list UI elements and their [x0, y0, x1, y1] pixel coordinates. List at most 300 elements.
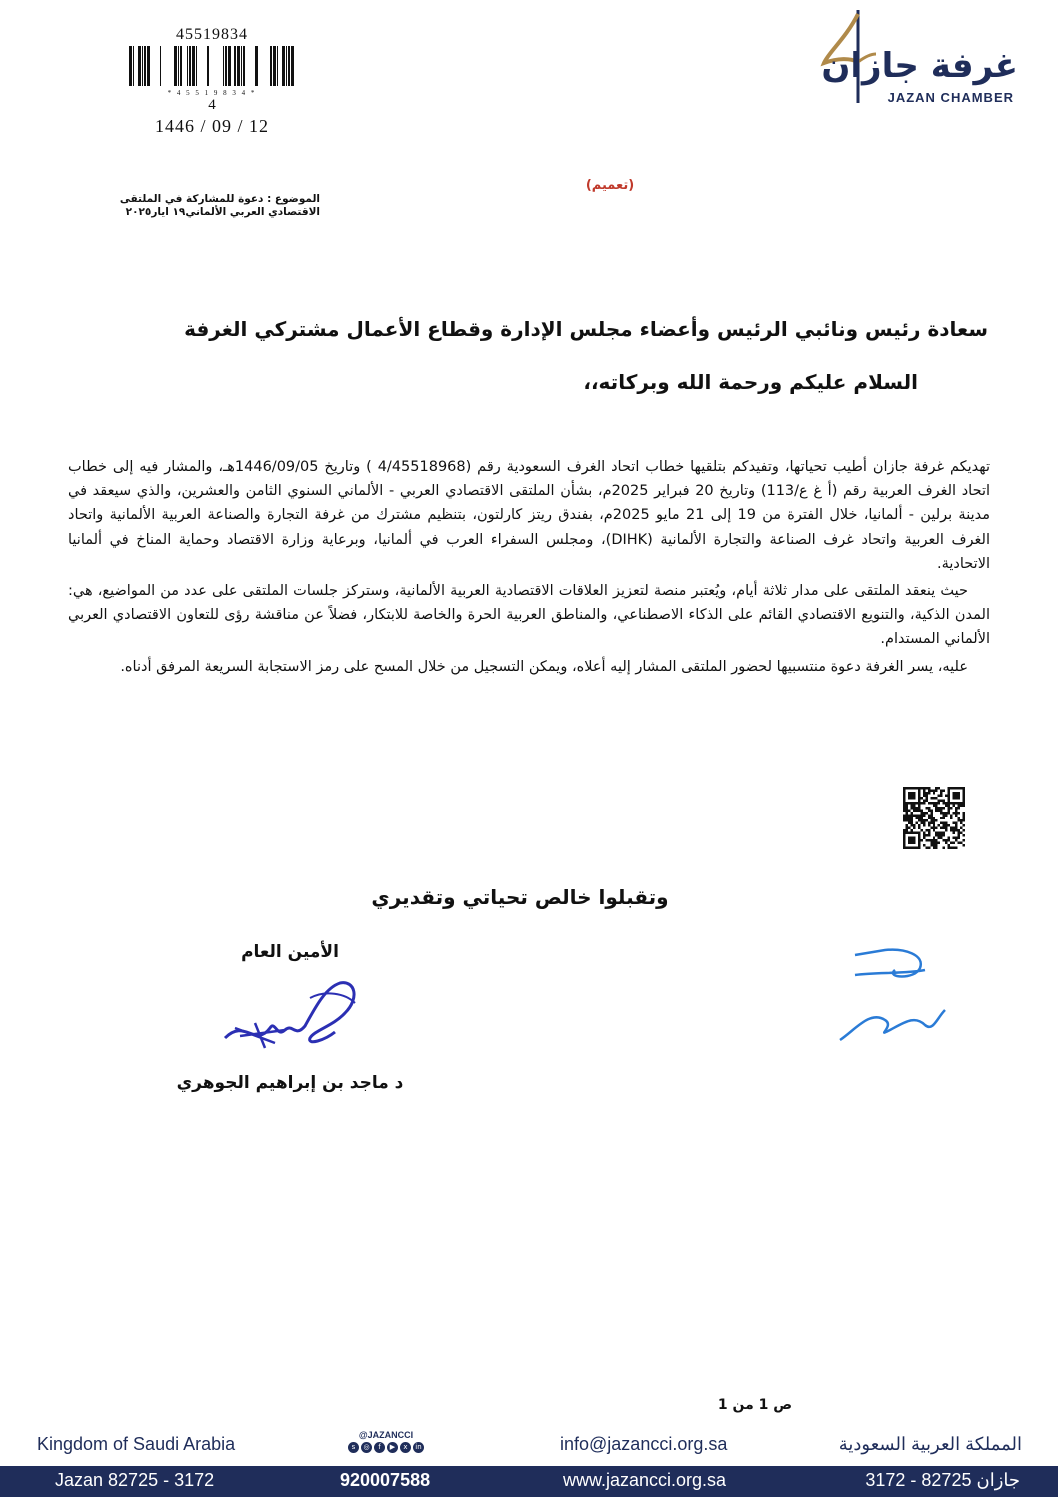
- qr-module: [945, 804, 947, 806]
- qr-module: [940, 789, 942, 791]
- qr-module: [935, 834, 937, 836]
- barcode-bar: [270, 46, 272, 86]
- qr-module: [935, 827, 937, 829]
- qr-module: [923, 834, 925, 836]
- qr-module: [953, 837, 955, 839]
- qr-module: [950, 842, 952, 844]
- qr-module: [935, 802, 937, 804]
- qr-module: [943, 832, 945, 834]
- qr-module: [918, 817, 920, 819]
- qr-module: [928, 839, 930, 841]
- qr-module: [948, 837, 950, 839]
- qr-module: [958, 832, 960, 834]
- qr-module: [925, 819, 927, 821]
- qr-module: [913, 809, 915, 811]
- qr-module: [955, 839, 957, 841]
- qr-module: [953, 792, 960, 799]
- qr-module: [948, 844, 950, 846]
- barcode-bar: [277, 46, 278, 86]
- qr-module: [923, 802, 925, 804]
- qr-module: [933, 824, 935, 826]
- qr-module: [935, 832, 937, 834]
- qr-module: [963, 844, 965, 846]
- qr-module: [943, 834, 945, 836]
- qr-module: [943, 814, 945, 816]
- qr-module: [905, 829, 907, 831]
- qr-module: [940, 809, 942, 811]
- barcode-bar: [147, 46, 150, 86]
- qr-module: [910, 829, 912, 831]
- barcode-bar: [207, 46, 209, 86]
- qr-module: [943, 817, 945, 819]
- qr-module: [920, 829, 922, 831]
- qr-module: [945, 827, 947, 829]
- qr-module: [928, 822, 930, 824]
- qr-module: [958, 829, 960, 831]
- qr-module: [940, 817, 942, 819]
- qr-module: [928, 789, 930, 791]
- barcode-bar: [288, 46, 290, 86]
- qr-module: [945, 794, 947, 796]
- qr-module: [918, 809, 920, 811]
- reference-copy: 4: [208, 97, 216, 113]
- qr-module: [940, 822, 942, 824]
- qr-module: [948, 812, 950, 814]
- qr-module: [945, 802, 947, 804]
- footer-address-bar: [0, 1466, 1058, 1497]
- page-number: ص 1 من 1: [717, 1397, 793, 1413]
- snapchat-icon[interactable]: s: [348, 1442, 359, 1453]
- qr-module: [963, 804, 965, 806]
- qr-module: [953, 804, 955, 806]
- qr-module: [945, 839, 947, 841]
- barcode-bar: [237, 46, 240, 86]
- social-handle[interactable]: @JAZANCCI: [358, 1430, 414, 1440]
- qr-module: [933, 792, 935, 794]
- footer-email[interactable]: info@jazancci.org.sa: [560, 1434, 728, 1454]
- qr-module: [930, 802, 932, 804]
- qr-module: [935, 819, 937, 821]
- qr-module: [910, 822, 912, 824]
- qr-module: [933, 819, 935, 821]
- qr-module: [928, 807, 930, 809]
- qr-module: [928, 832, 930, 834]
- qr-module: [938, 807, 940, 809]
- qr-module: [923, 812, 925, 814]
- qr-module: [933, 802, 935, 804]
- qr-module: [933, 804, 935, 806]
- qr-module: [940, 837, 942, 839]
- greeting: السلام عليكم ورحمة الله وبركاته،،: [583, 370, 918, 394]
- qr-module: [955, 822, 957, 824]
- barcode-bar: [187, 46, 188, 86]
- qr-module: [933, 847, 935, 849]
- qr-module: [918, 819, 920, 821]
- qr-module: [905, 814, 907, 816]
- barcode: [127, 46, 297, 86]
- qr-module: [955, 814, 957, 816]
- linkedin-icon[interactable]: in: [413, 1442, 424, 1453]
- qr-module: [950, 817, 952, 819]
- qr-module: [910, 807, 912, 809]
- qr-module: [955, 837, 957, 839]
- paragraph-1: تهديكم غرفة جازان أطيب تحياتها، وتفيدكم بتلقيها خطاب اتحاد الغرف السعودية رقم (4/45518968 ) وتاريخ 1446/09/05هـ، والمشار فيه إلى خطاب اتحاد الغرف العربية رقم (أ غ ع/113) وتاريخ 20 فبراير 2025م، بشأن الملتقى الاقتصادي العربي - الألماني السنوي الثامن والعشرين، والذي سيعقد في مدينة برلين - ألمانيا، خلال الفترة من 19 إلى 21 مايو 2025م، بفندق ريتز كارلتون، بتنظيم مشترك من غرفة التجارة والصناعة العربية الألمانية واتحاد الغرف العربية واتحاد غرف الصناعة والتجارة الألمانية (DIHK)، ومجلس السفراء العرب في ألمانيا، وبرعاية وزارة الاقتصاد وحماية المناخ في ألمانيا الاتحادية.: [68, 459, 991, 572]
- qr-module: [958, 807, 960, 809]
- initials-signature: [825, 930, 955, 1060]
- qr-module: [905, 812, 907, 814]
- barcode-bar: [178, 46, 179, 86]
- qr-module: [935, 844, 937, 846]
- qr-module: [933, 837, 935, 839]
- qr-module: [920, 817, 922, 819]
- footer-contact-row: [0, 1428, 1058, 1464]
- qr-module: [913, 824, 915, 826]
- qr-module: [943, 799, 945, 801]
- qr-module: [915, 807, 917, 809]
- barcode-bar: [291, 46, 294, 86]
- qr-module: [908, 827, 910, 829]
- qr-module: [948, 824, 950, 826]
- qr-module: [938, 809, 940, 811]
- qr-module: [950, 814, 952, 816]
- qr-module: [963, 817, 965, 819]
- qr-module: [903, 807, 905, 809]
- qr-module: [930, 819, 932, 821]
- qr-module: [950, 829, 952, 831]
- qr-module: [958, 837, 960, 839]
- qr-module: [943, 807, 945, 809]
- barcode-bar: [133, 46, 134, 86]
- barcode-bar: [228, 46, 231, 86]
- qr-module: [923, 844, 925, 846]
- qr-module: [925, 839, 927, 841]
- qr-module: [955, 824, 957, 826]
- registration-qr-code[interactable]: [903, 787, 965, 849]
- qr-module: [953, 847, 955, 849]
- qr-module: [925, 807, 927, 809]
- qr-module: [915, 814, 917, 816]
- qr-module: [938, 842, 940, 844]
- qr-module: [908, 817, 910, 819]
- qr-module: [938, 799, 940, 801]
- qr-module: [905, 809, 907, 811]
- qr-module: [915, 822, 917, 824]
- qr-module: [903, 817, 905, 819]
- letter-body: [68, 455, 990, 679]
- qr-module: [910, 812, 912, 814]
- qr-module: [935, 839, 937, 841]
- qr-module: [933, 844, 935, 846]
- barcode-bar: [241, 46, 242, 86]
- subject-line: الموضوع : دعوة للمشاركة في الملتقى الاقتصادي العربي الألماني١٩ ايار٢٠٢٥: [119, 193, 320, 218]
- barcode-bar: [234, 46, 236, 86]
- qr-module: [903, 814, 905, 816]
- qr-module: [920, 812, 922, 814]
- qr-module: [928, 834, 930, 836]
- qr-module: [955, 812, 957, 814]
- qr-module: [935, 797, 937, 799]
- qr-module: [935, 787, 937, 789]
- qr-module: [925, 829, 927, 831]
- qr-module: [923, 822, 925, 824]
- qr-module: [963, 812, 965, 814]
- qr-module: [903, 804, 905, 806]
- qr-module: [918, 804, 920, 806]
- qr-module: [948, 839, 950, 841]
- qr-module: [928, 787, 930, 789]
- qr-module: [935, 809, 937, 811]
- barcode-text: * 4 5 5 1 9 8 3 4 *: [167, 89, 257, 97]
- reference-number: 45519834: [176, 26, 248, 43]
- qr-module: [958, 842, 960, 844]
- qr-module: [908, 792, 915, 799]
- qr-module: [960, 842, 962, 844]
- qr-module: [935, 804, 937, 806]
- qr-module: [933, 822, 935, 824]
- qr-module: [945, 814, 947, 816]
- circular-label: (تعميم): [585, 178, 635, 193]
- qr-module: [925, 797, 927, 799]
- barcode-bar: [144, 46, 146, 86]
- barcode-bar: [129, 46, 132, 86]
- qr-module: [923, 814, 925, 816]
- qr-module: [913, 827, 915, 829]
- qr-module: [903, 819, 905, 821]
- qr-module: [925, 799, 927, 801]
- barcode-bar: [225, 46, 227, 86]
- qr-module: [923, 789, 925, 791]
- chamber-logo: [810, 8, 1030, 108]
- qr-module: [938, 802, 940, 804]
- qr-module: [918, 807, 920, 809]
- qr-module: [940, 792, 942, 794]
- qr-module: [925, 834, 927, 836]
- qr-module: [963, 829, 965, 831]
- qr-module: [933, 827, 935, 829]
- qr-module: [953, 827, 955, 829]
- qr-module: [905, 804, 907, 806]
- footer-phone[interactable]: 920007588: [340, 1470, 431, 1490]
- qr-module: [963, 834, 965, 836]
- barcode-bar: [142, 46, 143, 86]
- qr-module: [963, 819, 965, 821]
- qr-module: [928, 817, 930, 819]
- signature: [215, 968, 375, 1068]
- qr-module: [920, 787, 922, 789]
- qr-module: [943, 822, 945, 824]
- qr-module: [938, 794, 940, 796]
- qr-module: [923, 794, 925, 796]
- barcode-bar: [192, 46, 195, 86]
- reference-date: 1446 / 09 / 12: [154, 116, 269, 136]
- qr-module: [905, 817, 907, 819]
- qr-module: [920, 822, 922, 824]
- qr-module: [928, 814, 930, 816]
- logo-arabic-name: غرفة جازان: [821, 46, 1018, 86]
- qr-module: [940, 834, 942, 836]
- qr-module: [943, 789, 945, 791]
- qr-module: [928, 824, 930, 826]
- qr-module: [925, 792, 927, 794]
- qr-module: [920, 819, 922, 821]
- qr-module: [905, 824, 907, 826]
- qr-module: [910, 814, 912, 816]
- qr-module: [958, 834, 960, 836]
- qr-module: [910, 824, 912, 826]
- qr-module: [923, 792, 925, 794]
- qr-module: [930, 844, 932, 846]
- barcode-bar: [255, 46, 258, 86]
- qr-module: [948, 847, 950, 849]
- qr-module: [910, 804, 912, 806]
- qr-module: [930, 812, 932, 814]
- qr-module: [935, 789, 937, 791]
- qr-module: [948, 804, 950, 806]
- qr-module: [955, 827, 957, 829]
- qr-module: [940, 812, 942, 814]
- qr-module: [933, 842, 935, 844]
- qr-module: [960, 804, 962, 806]
- qr-module: [920, 839, 922, 841]
- qr-module: [960, 819, 962, 821]
- qr-module: [948, 809, 950, 811]
- qr-module: [953, 832, 955, 834]
- social-block: [336, 1430, 436, 1453]
- qr-module: [958, 812, 960, 814]
- qr-module: [945, 829, 947, 831]
- qr-module: [933, 797, 935, 799]
- qr-module: [943, 824, 945, 826]
- qr-module: [925, 812, 927, 814]
- qr-module: [958, 817, 960, 819]
- qr-module: [930, 789, 932, 791]
- qr-module: [910, 819, 912, 821]
- qr-module: [963, 824, 965, 826]
- qr-module: [938, 837, 940, 839]
- x-icon[interactable]: x: [400, 1442, 411, 1453]
- qr-module: [905, 827, 907, 829]
- closing-line: وتقبلوا خالص تحياتي وتقديري: [371, 885, 669, 909]
- barcode-bar: [273, 46, 276, 86]
- qr-module: [930, 809, 932, 811]
- qr-module: [945, 824, 947, 826]
- qr-module: [910, 817, 912, 819]
- qr-module: [940, 794, 942, 796]
- barcode-bar: [180, 46, 182, 86]
- qr-module: [930, 817, 932, 819]
- qr-module: [920, 809, 922, 811]
- qr-module: [925, 787, 927, 789]
- qr-module: [938, 832, 940, 834]
- qr-module: [923, 819, 925, 821]
- qr-module: [953, 822, 955, 824]
- qr-module: [928, 829, 930, 831]
- qr-module: [938, 787, 940, 789]
- barcode-bar: [138, 46, 141, 86]
- qr-module: [908, 822, 910, 824]
- youtube-icon[interactable]: ▶: [387, 1442, 398, 1453]
- qr-module: [940, 799, 942, 801]
- qr-module: [960, 827, 962, 829]
- qr-module: [935, 847, 937, 849]
- signatory-name: د ماجد بن إبراهيم الجوهري: [176, 1073, 404, 1093]
- qr-module: [905, 807, 907, 809]
- qr-module: [913, 807, 915, 809]
- qr-module: [958, 804, 960, 806]
- qr-module: [955, 829, 957, 831]
- barcode-bar: [174, 46, 177, 86]
- qr-module: [930, 827, 932, 829]
- qr-module: [930, 797, 932, 799]
- qr-module: [923, 787, 925, 789]
- footer-address-en: Jazan 82725 - 3172: [55, 1470, 215, 1490]
- qr-module: [940, 807, 942, 809]
- qr-module: [960, 822, 962, 824]
- qr-module: [955, 847, 957, 849]
- qr-module: [963, 814, 965, 816]
- qr-module: [923, 824, 925, 826]
- qr-module: [938, 834, 940, 836]
- qr-module: [913, 814, 915, 816]
- qr-module: [960, 832, 962, 834]
- qr-module: [933, 817, 935, 819]
- instagram-icon[interactable]: ◎: [361, 1442, 372, 1453]
- qr-module: [920, 802, 922, 804]
- qr-module: [940, 832, 942, 834]
- footer-country-en: Kingdom of Saudi Arabia: [37, 1434, 236, 1454]
- qr-module: [925, 794, 927, 796]
- footer-country-ar: المملكة العربية السعودية: [838, 1434, 1022, 1454]
- qr-module: [920, 814, 922, 816]
- qr-module: [928, 802, 930, 804]
- qr-module: [930, 822, 932, 824]
- qr-module: [908, 837, 915, 844]
- qr-module: [943, 839, 945, 841]
- qr-module: [955, 807, 957, 809]
- qr-module: [943, 847, 945, 849]
- qr-module: [953, 812, 955, 814]
- qr-module: [933, 789, 935, 791]
- qr-module: [920, 797, 922, 799]
- qr-module: [945, 842, 947, 844]
- reference-block: [112, 26, 312, 137]
- qr-module: [915, 817, 917, 819]
- qr-module: [948, 807, 950, 809]
- footer-website[interactable]: www.jazancci.org.sa: [563, 1470, 727, 1490]
- qr-module: [903, 809, 905, 811]
- qr-module: [955, 809, 957, 811]
- signatory-title: الأمين العام: [241, 942, 339, 962]
- qr-module: [928, 809, 930, 811]
- qr-module: [935, 842, 937, 844]
- paragraph-2: حيث ينعقد الملتقى على مدار ثلاثة أيام، ويُعتبر منصة لتعزيز العلاقات الاقتصادية العربية الألمانية، وستركز جلسات الملتقى على عدد من المواضيع، هي: المدن الذكية، والتنويع الاقتصادي القائم على الذكاء الاصطناعي، والمناطق العربية الحرة والخاصة للابتكار، فضلاً عن مناقشة رؤى للتعاون الاقتصادي العربي الألماني المستدام.: [68, 583, 990, 648]
- qr-module: [958, 819, 960, 821]
- addressee: سعادة رئيس ونائبي الرئيس وأعضاء مجلس الإدارة وقطاع الأعمال مشتركي الغرفة: [184, 317, 988, 341]
- qr-module: [918, 824, 920, 826]
- qr-module: [950, 827, 952, 829]
- qr-module: [918, 814, 920, 816]
- qr-module: [930, 814, 932, 816]
- barcode-bar: [282, 46, 285, 86]
- barcode-bar: [286, 46, 287, 86]
- qr-module: [943, 812, 945, 814]
- facebook-icon[interactable]: f: [374, 1442, 385, 1453]
- barcode-bar: [196, 46, 197, 86]
- barcode-bar: [160, 46, 161, 86]
- qr-module: [935, 807, 937, 809]
- barcode-bar: [243, 46, 245, 86]
- qr-module: [915, 809, 917, 811]
